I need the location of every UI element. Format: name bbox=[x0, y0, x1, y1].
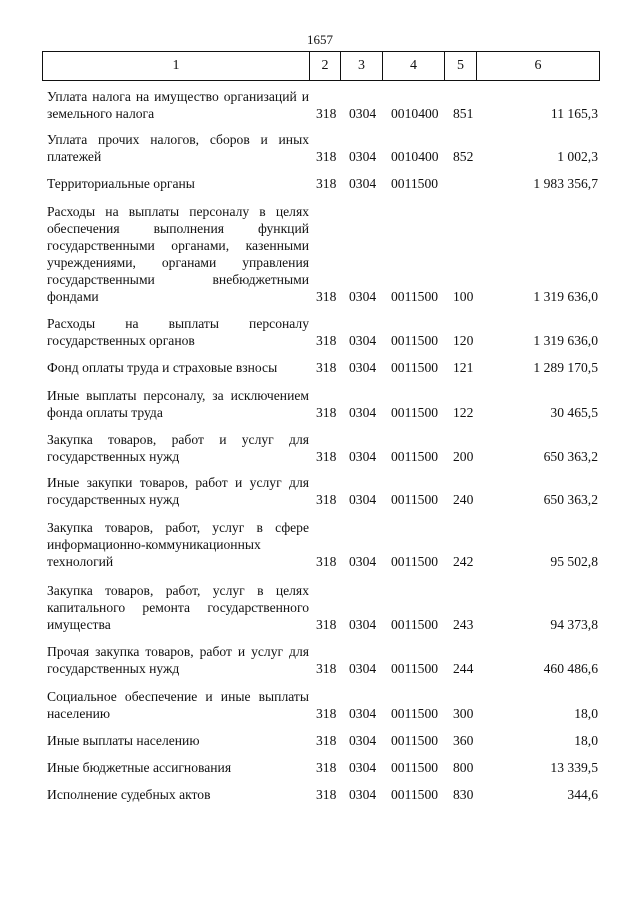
code-col3: 0304 bbox=[349, 176, 377, 191]
page-number: 1657 bbox=[307, 32, 333, 47]
row-name: Фонд оплаты труда и страховые взносы bbox=[47, 360, 278, 375]
row-name: Закупка товаров, работ, услуг в сфере информационно-коммуникационных технологий bbox=[47, 520, 309, 569]
code-col3: 0304 bbox=[349, 554, 377, 569]
code-col3: 0304 bbox=[349, 787, 377, 802]
code-col4: 0011500 bbox=[391, 706, 439, 721]
code-col5: 120 bbox=[453, 333, 474, 348]
code-col4: 0011500 bbox=[391, 360, 439, 375]
code-col2: 318 bbox=[316, 149, 337, 164]
code-col3: 0304 bbox=[349, 149, 377, 164]
code-col5: 852 bbox=[453, 149, 474, 164]
amount: 650 363,2 bbox=[543, 449, 598, 464]
code-col2: 318 bbox=[316, 706, 337, 721]
code-col3: 0304 bbox=[349, 492, 377, 507]
code-col5: 360 bbox=[453, 733, 474, 748]
code-col5: 851 bbox=[453, 106, 474, 121]
code-col5: 122 bbox=[453, 405, 474, 420]
row-name: Расходы на выплаты персоналу в целях обеспечения выполнения функций государственными органами, казенными учреждениями, органами управления государственными внебюджетными фондами bbox=[47, 204, 309, 304]
code-col2: 318 bbox=[316, 289, 337, 304]
code-col4: 0010400 bbox=[391, 106, 439, 121]
row-name: Закупка товаров, работ, услуг в целях капитального ремонта государственного имущества bbox=[47, 583, 309, 632]
code-col2: 318 bbox=[316, 733, 337, 748]
column-header-4: 4 bbox=[383, 52, 445, 81]
code-col3: 0304 bbox=[349, 405, 377, 420]
amount: 1 002,3 bbox=[557, 149, 598, 164]
code-col4: 0011500 bbox=[391, 449, 439, 464]
code-col3: 0304 bbox=[349, 706, 377, 721]
code-col5: 200 bbox=[453, 449, 474, 464]
code-col4: 0011500 bbox=[391, 176, 439, 191]
code-col3: 0304 bbox=[349, 661, 377, 676]
amount: 95 502,8 bbox=[550, 554, 598, 569]
amount: 94 373,8 bbox=[550, 617, 598, 632]
row-name: Прочая закупка товаров, работ и услуг для государственных нужд bbox=[47, 644, 309, 676]
code-col2: 318 bbox=[316, 787, 337, 802]
row-name: Исполнение судебных актов bbox=[47, 787, 211, 802]
amount: 13 339,5 bbox=[550, 760, 598, 775]
code-col3: 0304 bbox=[349, 733, 377, 748]
row-name: Иные бюджетные ассигнования bbox=[47, 760, 232, 775]
code-col2: 318 bbox=[316, 617, 337, 632]
column-header-5: 5 bbox=[445, 52, 477, 81]
code-col2: 318 bbox=[316, 360, 337, 375]
code-col2: 318 bbox=[316, 176, 337, 191]
code-col3: 0304 bbox=[349, 760, 377, 775]
code-col5: 243 bbox=[453, 617, 474, 632]
row-name: Уплата налога на имущество организаций и земельного налога bbox=[47, 89, 309, 121]
amount: 460 486,6 bbox=[543, 661, 598, 676]
code-col3: 0304 bbox=[349, 333, 377, 348]
code-col2: 318 bbox=[316, 333, 337, 348]
row-name: Иные выплаты персоналу, за исключением фонда оплаты труда bbox=[47, 388, 309, 420]
code-col5: 121 bbox=[453, 360, 474, 375]
code-col2: 318 bbox=[316, 106, 337, 121]
code-col3: 0304 bbox=[349, 289, 377, 304]
amount: 11 165,3 bbox=[550, 106, 598, 121]
code-col5: 240 bbox=[453, 492, 474, 507]
code-col4: 0011500 bbox=[391, 733, 439, 748]
code-col3: 0304 bbox=[349, 106, 377, 121]
amount: 18,0 bbox=[574, 706, 598, 721]
column-header-table bbox=[42, 51, 600, 81]
amount: 1 983 356,7 bbox=[533, 176, 598, 191]
amount: 1 319 636,0 bbox=[533, 289, 598, 304]
code-col4: 0011500 bbox=[391, 760, 439, 775]
row-name: Закупка товаров, работ и услуг для государственных нужд bbox=[47, 432, 309, 464]
amount: 650 363,2 bbox=[543, 492, 598, 507]
code-col5: 800 bbox=[453, 760, 474, 775]
column-header-row bbox=[43, 52, 600, 81]
code-col3: 0304 bbox=[349, 617, 377, 632]
code-col2: 318 bbox=[316, 405, 337, 420]
row-name: Социальное обеспечение и иные выплаты населению bbox=[47, 689, 309, 721]
column-header-1: 1 bbox=[43, 52, 310, 81]
code-col3: 0304 bbox=[349, 360, 377, 375]
code-col5: 100 bbox=[453, 289, 474, 304]
column-header-3: 3 bbox=[341, 52, 383, 81]
code-col4: 0011500 bbox=[391, 661, 439, 676]
code-col4: 0011500 bbox=[391, 333, 439, 348]
code-col5: 244 bbox=[453, 661, 474, 676]
code-col5: 830 bbox=[453, 787, 474, 802]
column-header-6: 6 bbox=[477, 52, 600, 81]
code-col4: 0011500 bbox=[391, 554, 439, 569]
code-col5: 300 bbox=[453, 706, 474, 721]
code-col2: 318 bbox=[316, 554, 337, 569]
amount: 1 319 636,0 bbox=[533, 333, 598, 348]
code-col5: 242 bbox=[453, 554, 474, 569]
row-name: Иные выплаты населению bbox=[47, 733, 200, 748]
row-name: Уплата прочих налогов, сборов и иных платежей bbox=[47, 132, 309, 164]
column-header-2: 2 bbox=[310, 52, 341, 81]
code-col2: 318 bbox=[316, 492, 337, 507]
row-name: Территориальные органы bbox=[47, 176, 195, 191]
code-col4: 0011500 bbox=[391, 492, 439, 507]
amount: 18,0 bbox=[574, 733, 598, 748]
amount: 344,6 bbox=[567, 787, 598, 802]
row-name: Расходы на выплаты персоналу государственных органов bbox=[47, 316, 309, 348]
amount: 1 289 170,5 bbox=[533, 360, 598, 375]
code-col4: 0011500 bbox=[391, 787, 439, 802]
code-col4: 0011500 bbox=[391, 289, 439, 304]
row-name: Иные закупки товаров, работ и услуг для государственных нужд bbox=[47, 475, 309, 507]
code-col2: 318 bbox=[316, 760, 337, 775]
code-col4: 0010400 bbox=[391, 149, 439, 164]
code-col4: 0011500 bbox=[391, 617, 439, 632]
code-col4: 0011500 bbox=[391, 405, 439, 420]
code-col3: 0304 bbox=[349, 449, 377, 464]
code-col2: 318 bbox=[316, 661, 337, 676]
code-col2: 318 bbox=[316, 449, 337, 464]
amount: 30 465,5 bbox=[550, 405, 598, 420]
